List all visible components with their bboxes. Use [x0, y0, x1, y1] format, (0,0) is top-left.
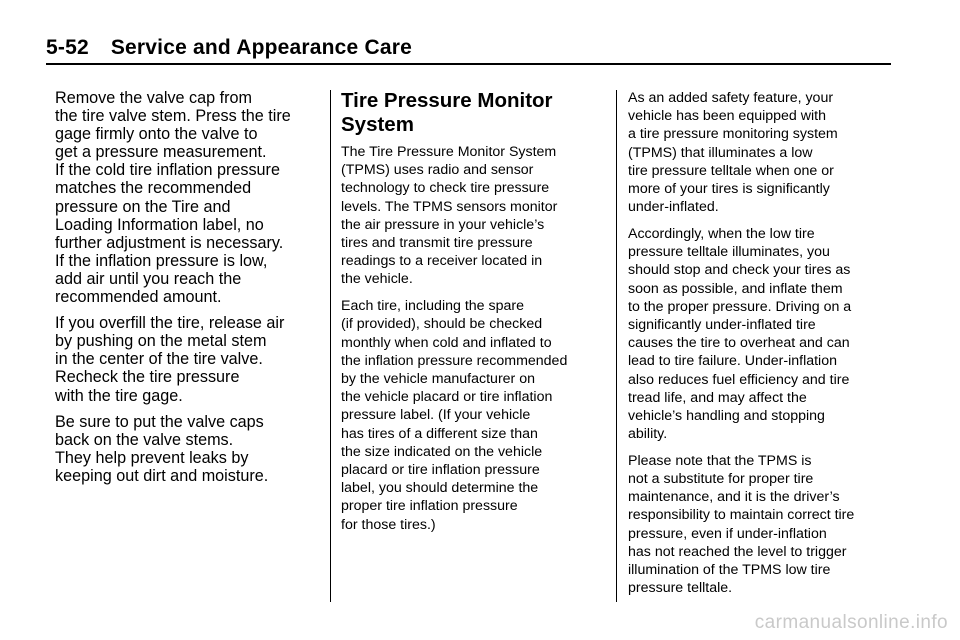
column1-paragraph-2: If you overfill the tire, release air by pushing on the metal stem in the center of the tire valve. Recheck the tire pressure with the tire gage. — [55, 314, 285, 405]
watermark: carmanualsonline.info — [754, 612, 948, 633]
column-1 — [55, 89, 323, 485]
column1-paragraph-1: Remove the valve cap from the tire valve stem. Press the tire gage firmly onto the valve to get a pressure measurement. If the cold tire inflation pressure matches the recommended pressure on the Tire and Loading Information label, no further adjustment is necessary. If the inflation pressure is low, add air until you reach the recommended amount. — [55, 89, 291, 307]
column-2 — [341, 89, 609, 534]
column3-paragraph-3: Please note that the TPMS is not a substitute for proper tire maintenance, and it is the driver’s responsibility to maintain correct tire pressure, even if under-inflation has not reached the level to trigger illumination of the TPMS low tire pressure telltale. — [628, 452, 855, 597]
column2-paragraph-2: Each tire, including the spare (if provided), should be checked monthly when cold and inflated to the inflation pressure recommended by the vehicle manufacturer on the vehicle placard or tire inflation pressure label. (If your vehicle has tires of a different size than the size indicated on the vehicle placard or tire inflation pressure label, you should determine the proper tire inflation pressure for those tires.) — [341, 298, 568, 533]
section-title: Service and Appearance Care — [110, 36, 412, 59]
header-rule — [46, 63, 891, 65]
column-3 — [628, 89, 896, 597]
page-number: 5-52 — [46, 36, 89, 59]
column-divider-1 — [330, 90, 331, 602]
column3-paragraph-1: As an added safety feature, your vehicle has been equipped with a tire pressure monitoring system (TPMS) that illuminates a low tire pressure telltale when one or more of your tires is significantly under-inflated. — [628, 90, 838, 216]
column3-paragraph-2: Accordingly, when the low tire pressure telltale illuminates, you should stop and check your tires as soon as possible, and inflate them to the proper pressure. Driving on a significantly under-inflated tire causes the tire to overheat and can lead to tire failure. Under-inflation also reduces fuel efficiency and tire tread life, and may affect the vehicle’s handling and stopping ability. — [628, 225, 852, 443]
column2-paragraph-1: The Tire Pressure Monitor System (TPMS) uses radio and sensor technology to check tire pressure levels. The TPMS sensors monitor the air pressure in your vehicle’s tires and transmit tire pressure readings to a receiver located in the vehicle. — [341, 144, 558, 288]
tpms-heading: Tire Pressure Monitor System — [341, 89, 553, 136]
column1-paragraph-3: Be sure to put the valve caps back on the valve stems. They help prevent leaks by keeping out dirt and moisture. — [55, 412, 269, 485]
page-header — [46, 36, 412, 60]
column-divider-2 — [616, 90, 617, 602]
